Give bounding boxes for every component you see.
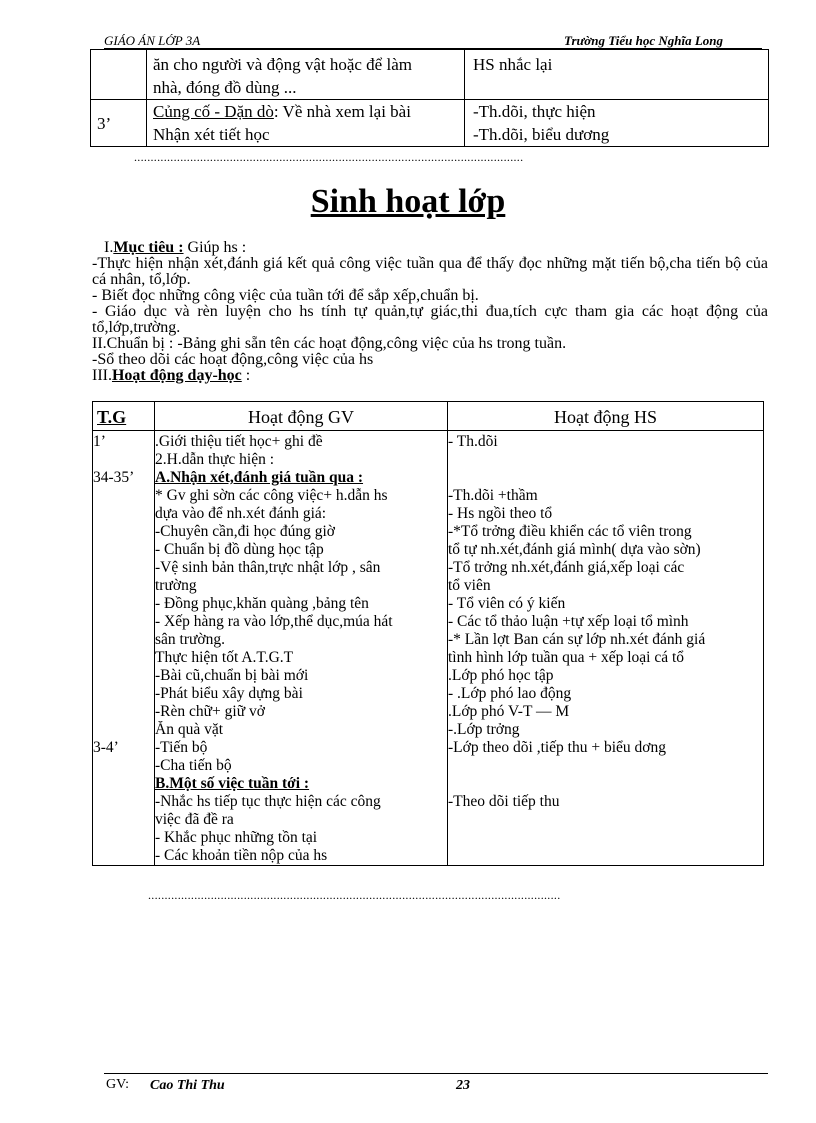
gv-line: ăn cho người và động vật hoặc để làm <box>153 55 412 74</box>
time-line: 34-35’ <box>93 469 135 486</box>
time-line <box>93 559 154 577</box>
objective-item: - Biết đọc những công việc của tuần tới để sắp xếp,chuẩn bị. <box>92 287 479 304</box>
footer-gv-label: GV: <box>106 1077 130 1092</box>
table-row <box>91 100 769 147</box>
page-header-left: GIÁO ÁN LỚP 3A <box>104 33 201 48</box>
time-cell: 3’ <box>91 100 147 147</box>
hs-line: -Th.dõi +thầm <box>448 487 538 504</box>
gv-line: - Xếp hàng ra vào lớp,thể dục,múa hát <box>155 613 393 630</box>
gv-line: -Cha tiến bộ <box>155 757 232 774</box>
gv-line: Thực hiện tốt A.T.G.T <box>155 649 294 666</box>
gv-line: -Phát biểu xây dựng bài <box>155 685 303 702</box>
footer-rule <box>104 1073 768 1074</box>
hs-line <box>448 829 763 847</box>
gv-line: 2.H.dẫn thực hiện : <box>155 451 275 468</box>
gv-line: -Nhắc hs tiếp tục thực hiện các công <box>155 793 381 810</box>
hs-line: tổ tự nh.xét,đánh giá mình( dựa vào sờn) <box>448 541 701 558</box>
objectives-label: Mục tiêu : <box>113 239 184 256</box>
prep-line: II.Chuẩn bị : -Bảng ghi sẵn tên các hoạt động,công việc của hs trong tuần. <box>92 335 567 352</box>
hs-line: -Th.dõi, thực hiện <box>473 102 596 121</box>
activities-rest: : <box>241 367 251 384</box>
objectives-rest: Giúp hs : <box>183 239 247 256</box>
gv-label: Củng cố - Dặn dò <box>153 102 274 121</box>
gv-line: việc đã đề ra <box>155 811 234 828</box>
time-line <box>93 721 154 739</box>
gv-line: : Về nhà xem lại bài <box>273 102 411 121</box>
gv-line: -Rèn chữ+ giữ vở <box>155 703 265 720</box>
time-line <box>93 523 154 541</box>
page-header-right: Trường Tiểu học Nghĩa Long <box>564 33 723 48</box>
hs-line <box>448 757 763 775</box>
hs-line <box>448 469 763 487</box>
time-line <box>93 703 154 721</box>
objective-item: - Giáo dục và rèn luyện cho hs tính tự quản,tự giác,thi đua,tích cực tham gia các hoạt động của tổ,lớp,trường. <box>92 303 768 336</box>
hs-column <box>448 431 764 866</box>
hs-line: - .Lớp phó lao động <box>448 685 572 702</box>
hs-line: -Lớp theo dõi ,tiếp thu + biểu dơng <box>448 739 666 756</box>
activities-label: Hoạt động dạy-học <box>111 367 242 384</box>
hs-line <box>448 811 763 829</box>
table-row <box>91 50 769 100</box>
gv-line: - Chuẩn bị đồ dùng học tập <box>155 541 324 558</box>
gv-line: - Khắc phục những tồn tại <box>155 829 318 846</box>
dotted-separator: ............................................................................................................................. <box>148 888 561 902</box>
table-row <box>93 431 764 866</box>
hs-line <box>448 451 763 469</box>
gv-line: dựa vào để nh.xét đánh giá: <box>155 505 327 522</box>
gv-line: Ăn quà vặt <box>155 721 224 738</box>
time-line <box>93 541 154 559</box>
hs-line: -Th.dõi, biểu dương <box>473 125 610 144</box>
gv-column <box>155 431 448 866</box>
objectives-section <box>92 240 768 384</box>
header-hs: Hoạt động HS <box>448 402 764 431</box>
gv-line: trường <box>155 577 197 594</box>
hs-line: tình hình lớp tuần qua + xếp loại cá tổ <box>448 649 685 666</box>
gv-line: sân trường. <box>155 631 225 648</box>
time-line <box>93 487 154 505</box>
gv-cell <box>147 100 465 147</box>
time-cell <box>91 50 147 100</box>
gv-line: -Chuyên cần,đi học đúng giờ <box>155 523 335 540</box>
hs-line <box>448 847 763 865</box>
hs-line <box>448 775 763 793</box>
tg-column <box>93 431 155 866</box>
time-line <box>93 613 154 631</box>
time-line <box>93 595 154 613</box>
page-title: Sinh hoạt lớp <box>310 183 506 220</box>
gv-line: * Gv ghi sờn các công việc+ h.dẫn hs <box>155 487 388 504</box>
time-line <box>93 667 154 685</box>
gv-line: - Các khoản tiền nộp của hs <box>155 847 328 864</box>
gv-line: - Đồng phục,khăn quàng ,bảng tên <box>155 595 369 612</box>
top-table <box>90 49 769 147</box>
time-line <box>93 451 154 469</box>
gv-line: nhà, đóng đồ dùng ... <box>153 78 297 97</box>
hs-line: .Lớp phó V-T — M <box>448 703 570 720</box>
objectives-prefix: I. <box>104 239 114 256</box>
gv-line: Nhận xét tiết học <box>153 125 270 144</box>
table-header-row <box>93 402 764 431</box>
hs-line: -Theo dõi tiếp thu <box>448 793 560 810</box>
time-line <box>93 505 154 523</box>
hs-line: - Các tổ thảo luận +tự xếp loại tổ mình <box>448 613 689 630</box>
prep-line: -Sổ theo dõi các hoạt động,công việc của hs <box>92 351 374 368</box>
activities-prefix: III. <box>92 367 112 384</box>
dotted-separator: ...................................................................................................................... <box>134 150 524 164</box>
hs-line: tổ viên <box>448 577 491 594</box>
gv-line: -Tiến bộ <box>155 739 208 756</box>
hs-cell <box>465 50 769 100</box>
hs-cell <box>465 100 769 147</box>
objective-item: -Thực hiện nhận xét,đánh giá kết quả công việc tuần qua để thấy đọc những mặt tiến bộ,cha tiến bộ của cá nhân, tổ,lớp. <box>92 255 768 288</box>
footer-page-number: 23 <box>456 1078 470 1093</box>
hs-line: - Hs ngồi theo tổ <box>448 505 553 522</box>
time-line <box>93 649 154 667</box>
time-line <box>93 631 154 649</box>
gv-line: B.Một số việc tuần tới : <box>155 775 310 792</box>
gv-cell <box>147 50 465 100</box>
time-line <box>93 577 154 595</box>
gv-line: .Giới thiệu tiết học+ ghi đề <box>155 433 323 450</box>
gv-line: -Vệ sinh bản thân,trực nhật lớp , sân <box>155 559 381 576</box>
time-line <box>93 685 154 703</box>
hs-line: -* Lần lợt Ban cán sự lớp nh.xét đánh giá <box>448 631 706 648</box>
hs-line: -*Tổ trởng điều khiển các tổ viên trong <box>448 523 692 540</box>
header-tg: T.G <box>93 402 155 431</box>
header-gv: Hoạt động GV <box>155 402 448 431</box>
hs-line: .Lớp phó học tập <box>448 667 554 684</box>
hs-line: - Tổ viên có ý kiến <box>448 595 566 612</box>
time-line: 3-4’ <box>93 739 119 756</box>
hs-line: -.Lớp trởng <box>448 721 520 738</box>
time-line: 1’ <box>93 433 106 450</box>
activities-table <box>92 401 764 866</box>
gv-line: -Bài cũ,chuẩn bị bài mới <box>155 667 309 684</box>
hs-line: - Th.dõi <box>448 433 498 450</box>
hs-line: -Tổ trởng nh.xét,đánh giá,xếp loại các <box>448 559 685 576</box>
gv-line: A.Nhận xét,đánh giá tuần qua : <box>155 469 364 486</box>
footer-teacher-name: Cao Thi Thu <box>150 1078 225 1093</box>
hs-line: HS nhắc lại <box>473 55 553 74</box>
